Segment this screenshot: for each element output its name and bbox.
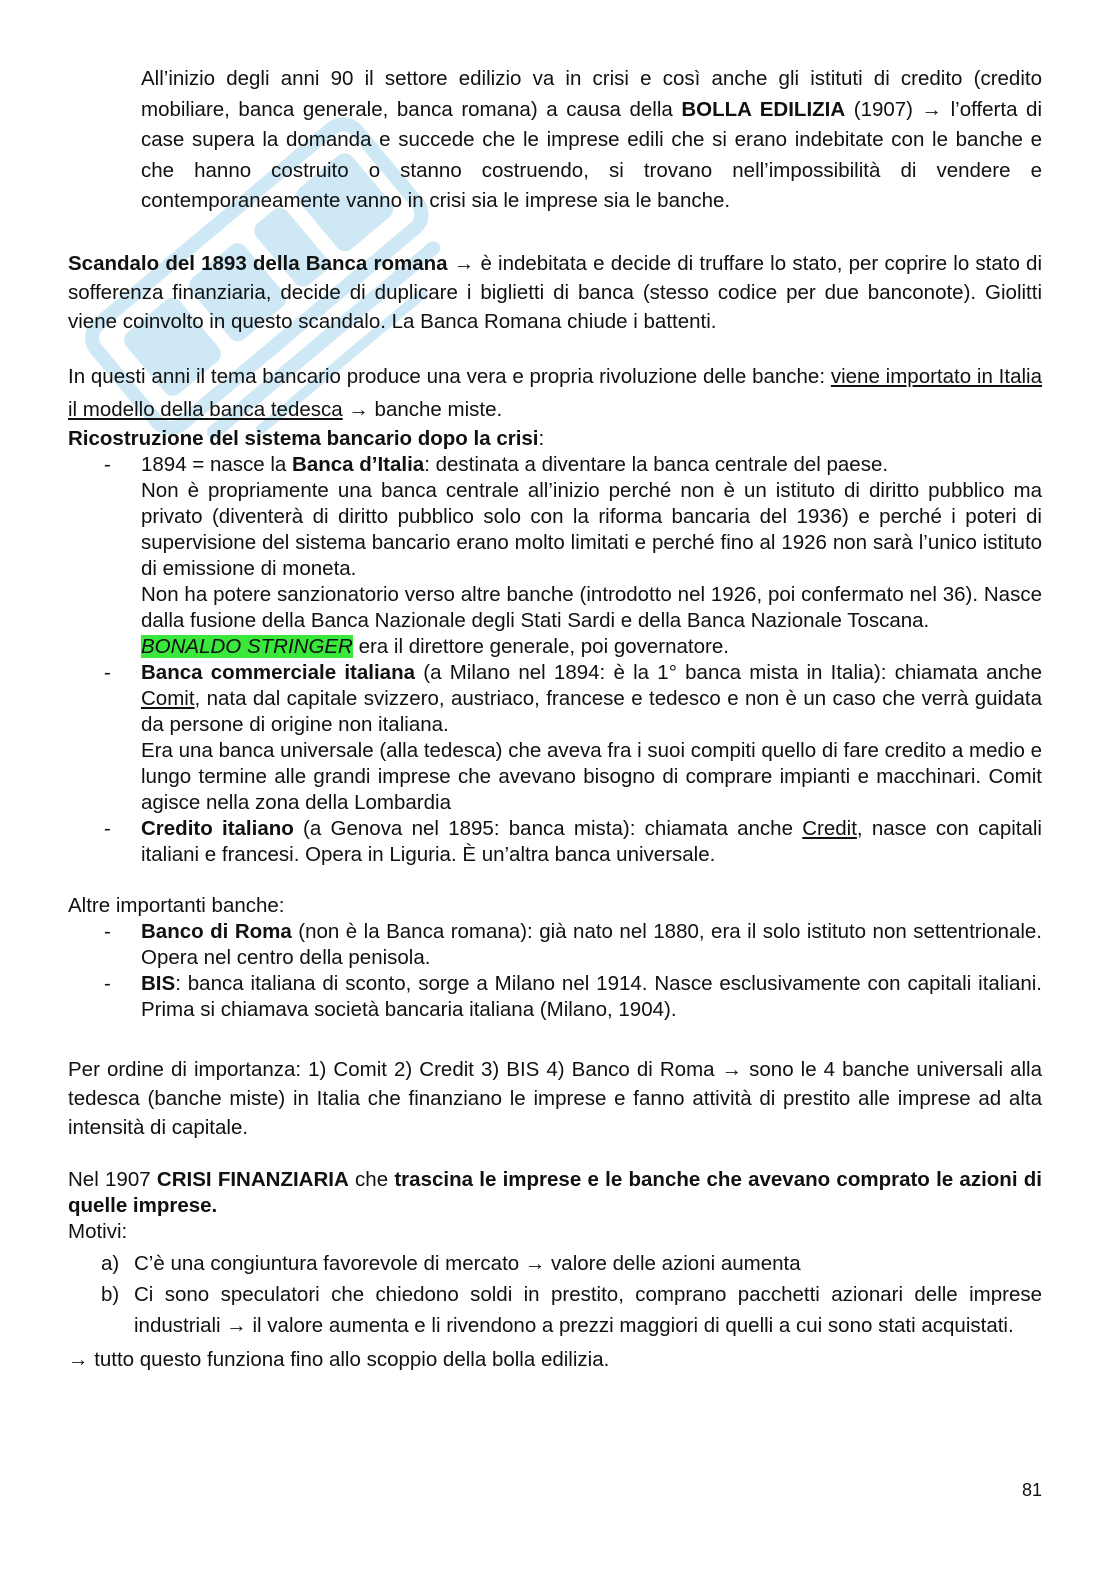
list-ricostruzione [68,452,1042,868]
list-item-banco-roma: - Banco di Roma (non è la Banca romana): già nato nel 1880, era il solo istituto non settentrionale. Opera nel centro della penisola. [68,919,1042,971]
list-item-banca-italia: - 1894 = nasce la Banca d’Italia: destinata a diventare la banca centrale del paese. Non è propriamente una banca centrale all’inizio perché non è un istituto di diritto pubblico ma privato (diventerà di diritto pubblico solo con la riforma bancaria del 1936) e perché i poteri di supervisione del sistema bancario erano molto limitati e perché fino al 1926 non sarà l’unico istituto di emissione di moneta. Non ha potere sanzionatorio verso altre banche (introdotto nel 1926, poi confermato nel 36). Nasce dalla fusione della Banca Nazionale degli Stati Sardi e della Banca Nazionale Toscana. BONALDO STRINGER era il direttore generale, poi governatore. [68,452,1042,660]
list-item-bis: - BIS: banca italiana di sconto, sorge a Milano nel 1914. Nasce esclusivamente con capitali italiani. Prima si chiamava società bancaria italiana (Milano, 1904). [68,971,1042,1023]
list-item-motivo-a: a) C’è una congiuntura favorevole di mercato → valore delle azioni aumenta [101,1251,801,1275]
list-item-comit: - Banca commerciale italiana (a Milano nel 1894: è la 1° banca mista in Italia): chiamata anche Comit, nata dal capitale svizzero, austriaco, francese e tedesco e non è un caso che verrà guidata da persone di origine non italiana. Era una banca universale (alla tedesca) che aveva fra i suoi compiti quello di fare credito a medio e lungo termine alle grandi imprese che avevano bisogno di comprare impianti e macchinari. Comit agisce nella zona della Lombardia [68,660,1042,816]
paragraph-banca-tedesca: In questi anni il tema bancario produce una vera e propria rivoluzione delle banche: viene importato in Italia il modello della banca tedesca → banche miste. [68,364,1042,421]
paragraph-bolla-edilizia: All’inizio degli anni 90 il settore edilizio va in crisi e così anche gli istituti di credito (credito mobiliare, banca generale, banca romana) a causa della BOLLA EDILIZIA (1907) → l’offerta di case supera la domanda e succede che le imprese edili che si erano indebitate con le banche e che hanno costruito o stanno costruendo, si trovano nell’impossibilità di vendere e contemporaneamente vanno in crisi sia le imprese sia le banche. [141,67,1043,212]
paragraph-motivi: Motivi: [68,1219,128,1243]
list-altre-banche [68,919,1042,1023]
heading-ricostruzione: Ricostruzione del sistema bancario dopo la crisi: [68,426,545,450]
document-page [68,64,1042,1375]
paragraph-crisi-finanziaria: Nel 1907 CRISI FINANZIARIA che trascina le imprese e le banche che avevano comprato le azioni di quelle imprese. [68,1167,1042,1217]
paragraph-altre-banche: Altre importanti banche: [68,893,285,917]
list-item-credit: - Credito italiano (a Genova nel 1895: banca mista): chiamata anche Credit, nasce con capitali italiani e francesi. Opera in Liguria. È un’altra banca universale. [68,816,1042,868]
highlighted-name: BONALDO STRINGER [141,634,353,658]
paragraph-conclusione: → tutto questo funziona fino allo scoppio della bolla edilizia. [68,1347,610,1371]
list-motivi [68,1249,1042,1341]
list-item-motivo-b: b) Ci sono speculatori che chiedono soldi in prestito, comprano pacchetti azionari delle imprese industriali → il valore aumenta e li rivendono a prezzi maggiori di quelli a cui sono stati acquistati. [101,1282,1042,1337]
page-number: 81 [1021,1480,1042,1500]
paragraph-scandalo: Scandalo del 1893 della Banca romana → è indebitata e decide di truffare lo stato, per coprire lo stato di sofferenza finanziaria, decide di duplicare i biglietti di banca (stesso codice per due banconote). Giolitti viene coinvolto in questo scandalo. La Banca Romana chiude i battenti. [68,251,1043,333]
paragraph-ordine-importanza: Per ordine di importanza: 1) Comit 2) Credit 3) BIS 4) Banco di Roma → sono le 4 banche universali alla tedesca (banche miste) in Italia che finanziano le imprese e fanno attività di prestito alle imprese ad alta intensità di capitale. [68,1057,1042,1139]
